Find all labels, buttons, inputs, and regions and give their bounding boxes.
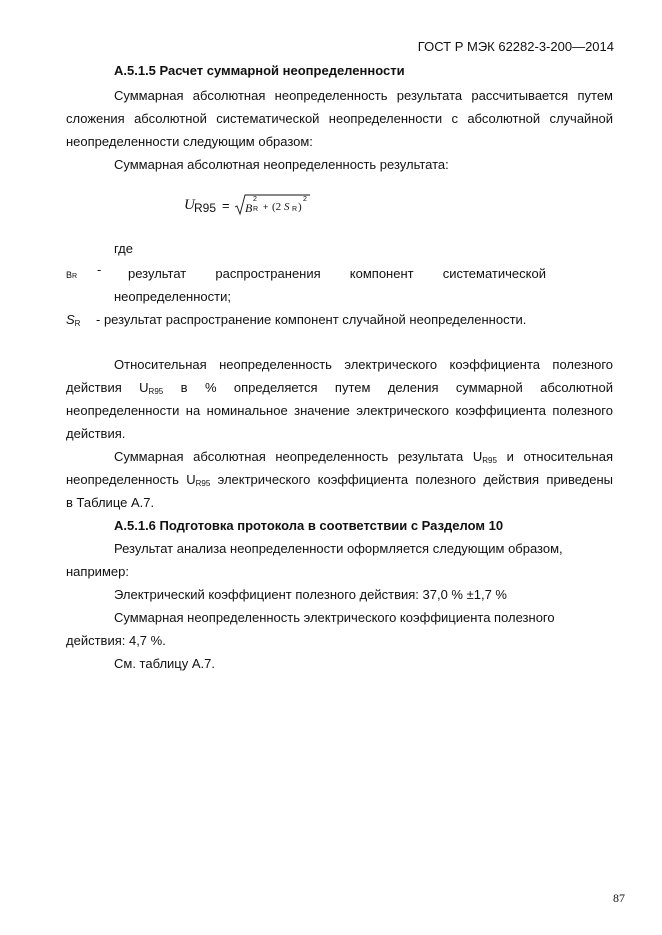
definition-text-br: результат распространения компонент систематической (128, 266, 546, 281)
formula-b-subscript: R (253, 206, 259, 213)
formula-two: (2 (272, 201, 282, 213)
paragraph-line: например: (66, 564, 129, 579)
where-label: где (114, 241, 133, 256)
paragraph-line: Относительная неопределенность электрического коэффициента полезного (114, 357, 613, 372)
page-number: 87 (613, 891, 625, 905)
paragraph-line: Суммарная абсолютная неопределенность результата рассчитывается путем (114, 88, 613, 103)
section-heading-a516: А.5.1.6 Подготовка протокола в соответствии с Разделом 10 (114, 518, 504, 533)
definition-symbol-br: BR (66, 270, 78, 280)
formula-plus: + (263, 202, 269, 212)
formula-close-paren: ) (298, 201, 302, 213)
formula-s-symbol: S (284, 201, 290, 213)
paragraph-line: в Таблице А.7. (66, 495, 155, 510)
section-heading-a515: А.5.1.5 Расчет суммарной неопределенности (114, 63, 405, 78)
definition-symbol-sr: $S_R$ (66, 312, 81, 328)
definition-text-sr: - результат распространение компонент случайной неопределенности. (96, 312, 527, 327)
formula-b-superscript: 2 (253, 196, 257, 203)
document-code: ГОСТ Р МЭК 62282-3-200—2014 (417, 39, 614, 54)
definition-continuation: неопределенности; (114, 289, 231, 304)
paragraph-line: сложения абсолютной систематической неопределенности с абсолютной случайной (66, 111, 613, 126)
paragraph-line: См. таблицу А.7. (114, 656, 215, 671)
formula-b-symbol: B (245, 201, 253, 215)
paragraph-line: действия. (66, 426, 126, 441)
uncertainty-formula (184, 193, 324, 225)
formula-s-subscript: R (292, 206, 298, 213)
paragraph-line: неопределенности на номинальное значение электрического коэффициента полезного (66, 403, 613, 418)
paragraph-line: неопределенность $U_{R95}$ электрического коэффициента полезного действия приведены (66, 472, 613, 488)
paragraph-line: Суммарная неопределенность электрического коэффициента полезного (114, 610, 555, 625)
formula-equals: = (222, 198, 230, 213)
paragraph-line: действия: 4,7 %. (66, 633, 166, 648)
paragraph-line: Результат анализа неопределенности оформляется следующим образом, (114, 541, 563, 556)
paragraph-line: неопределенности следующим образом: (66, 134, 313, 149)
formula-u-subscript: R95 (194, 201, 217, 215)
paragraph-line: действия $U_{R95}$ в % определяется путем деления суммарной абсолютной (66, 380, 613, 396)
formula-u-symbol: U (184, 197, 195, 213)
paragraph-line: Суммарная абсолютная неопределенность результата $U_{R95}$ и относительная (114, 449, 613, 465)
definition-dash: - (97, 262, 102, 277)
formula-close-superscript: 2 (303, 196, 307, 203)
paragraph-line: Электрический коэффициент полезного действия: 37,0 % ±1,7 % (114, 587, 507, 602)
paragraph-line: Суммарная абсолютная неопределенность результата: (114, 157, 449, 172)
